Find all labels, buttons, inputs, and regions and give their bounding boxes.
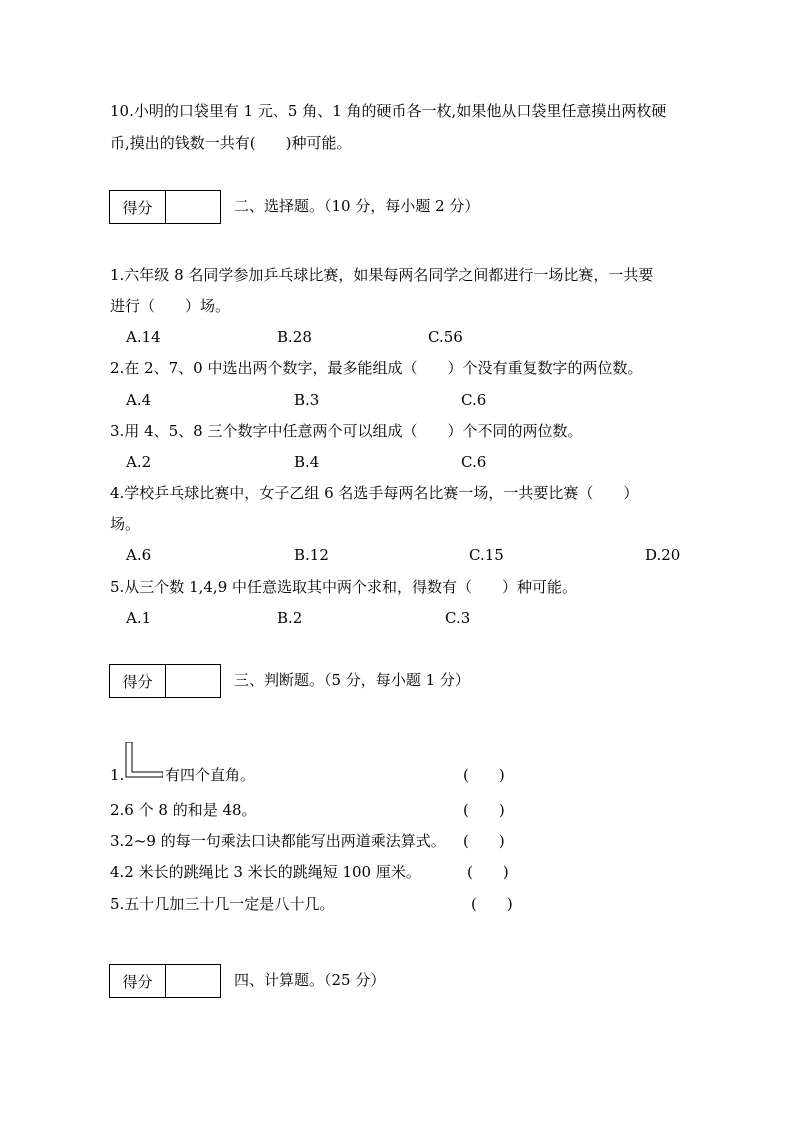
judge-q5-answer-paren: ( ) (471, 895, 513, 913)
choice-q4-option-b: B.12 (294, 546, 329, 564)
question-10-line-2: 币,摸出的钱数一共有( )种可能。 (110, 134, 352, 152)
choice-q2-option-c: C.6 (461, 391, 487, 409)
question-10-line-1: 10.小明的口袋里有 1 元、5 角、1 角的硬币各一枚,如果他从口袋里任意摸出两枚硬 (110, 102, 667, 120)
judge-q1-number: 1. (110, 766, 125, 784)
choice-q1-line-1: 1.六年级 8 名同学参加乒乓球比赛，如果每两名同学之间都进行一场比赛，一共要 (110, 266, 654, 284)
l-shape-figure (125, 742, 163, 778)
choice-q3-option-c: C.6 (461, 453, 487, 471)
section-2-title: 二、选择题。（10 分，每小题 2 分） (234, 197, 480, 215)
judge-q2-answer-paren: ( ) (463, 801, 505, 819)
section-4-title: 四、计算题。（25 分） (234, 971, 386, 989)
score-label: 得分 (110, 965, 166, 997)
choice-q4-option-a: A.6 (126, 546, 152, 564)
score-blank (166, 191, 220, 223)
score-label: 得分 (110, 665, 166, 697)
choice-q2-option-b: B.3 (294, 391, 320, 409)
choice-q1-option-a: A.14 (126, 328, 161, 346)
judge-q1-answer-paren: ( ) (463, 766, 505, 784)
choice-q3-option-a: A.2 (126, 453, 152, 471)
judge-q4: 4.2 米长的跳绳比 3 米长的跳绳短 100 厘米。 (110, 863, 421, 881)
choice-q4-option-c: C.15 (469, 546, 504, 564)
judge-q5: 5.五十几加三十几一定是八十几。 (110, 895, 335, 913)
choice-q1-option-b: B.28 (277, 328, 312, 346)
choice-q5-option-b: B.2 (277, 609, 303, 627)
choice-q4-line-2: 场。 (110, 515, 141, 533)
choice-q3: 3.用 4、5、8 三个数字中任意两个可以组成（ ）个不同的两位数。 (110, 422, 583, 440)
choice-q5: 5.从三个数 1,4,9 中任意选取其中两个求和，得数有（ ）种可能。 (110, 578, 578, 596)
score-box-section-2 (109, 190, 221, 224)
score-blank (166, 965, 220, 997)
score-label: 得分 (110, 191, 166, 223)
score-blank (166, 665, 220, 697)
choice-q5-option-c: C.3 (445, 609, 471, 627)
judge-q4-answer-paren: ( ) (467, 863, 509, 881)
choice-q2-option-a: A.4 (126, 391, 152, 409)
judge-q3-answer-paren: ( ) (463, 832, 505, 850)
score-box-section-4 (109, 964, 221, 998)
judge-q2: 2.6 个 8 的和是 48。 (110, 801, 257, 819)
score-box-section-3 (109, 664, 221, 698)
choice-q1-option-c: C.56 (428, 328, 463, 346)
choice-q5-option-a: A.1 (126, 609, 152, 627)
choice-q4-line-1: 4.学校乒乓球比赛中，女子乙组 6 名选手每两名比赛一场，一共要比赛（ ） (110, 484, 639, 502)
judge-q1-text: 有四个直角。 (165, 766, 256, 784)
choice-q2: 2.在 2、7、0 中选出两个数字，最多能组成（ ）个没有重复数字的两位数。 (110, 359, 643, 377)
section-3-title: 三、判断题。（5 分，每小题 1 分） (234, 671, 470, 689)
choice-q4-option-d: D.20 (645, 546, 681, 564)
choice-q3-option-b: B.4 (294, 453, 320, 471)
choice-q1-line-2: 进行（ ）场。 (110, 297, 231, 315)
judge-q3: 3.2~9 的每一句乘法口诀都能写出两道乘法算式。 (110, 832, 446, 850)
